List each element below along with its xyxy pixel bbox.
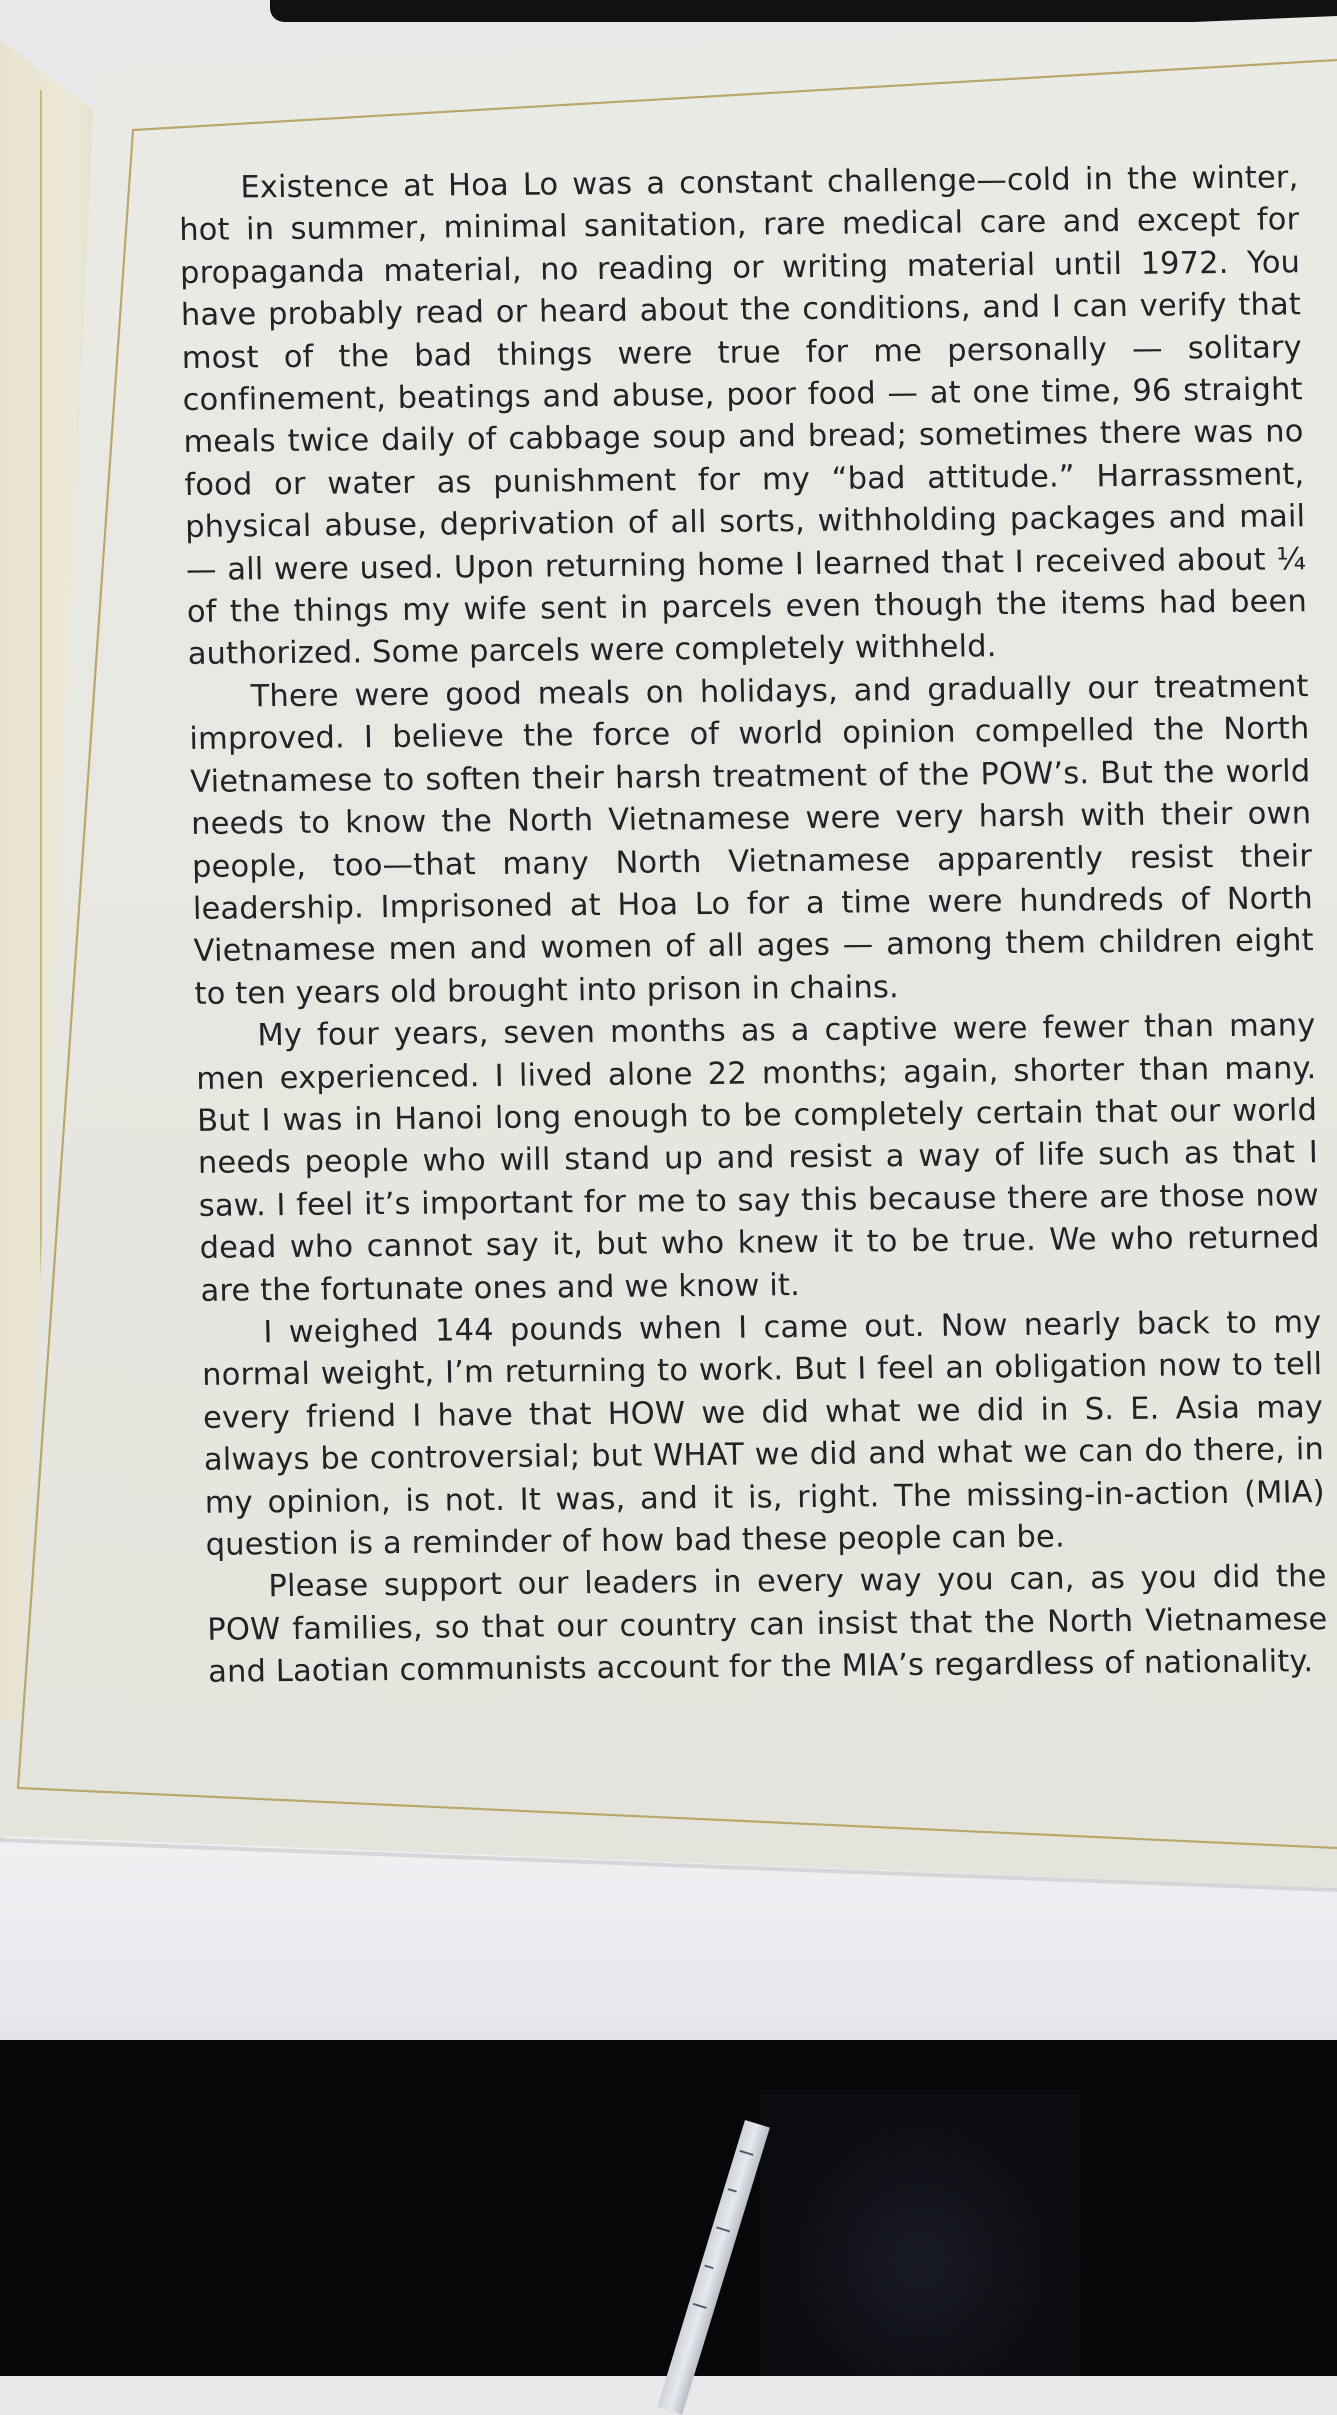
tape-mark (739, 2150, 753, 2156)
tape-mark (704, 2265, 713, 2270)
paragraph: I weighed 144 pounds when I came out. Now nearly back to my normal weight, I’m returning to work. But I feel an obligation now to tell every friend I have that HOW we did what we did in S. E. Asia may always be controversial; but WHAT we did and what we can do there, in my opinion, is not. It was, and it is, right. The missing-in-action (MIA) question is a reminder of how bad these people can be. (201, 1305, 1326, 1563)
paragraph: There were good meals on holidays, and gradually our treatment improved. I believe the force of world opinion compelled the North Vietnamese to soften their harsh treatment of the POW’s. But the world needs to know the North Vietnamese were very harsh with their own people, too—that many North Vietnamese apparently resist their leadership. Imprisoned at Hoa Lo for a time were hundreds of North Vietnamese men and women of all ages — among them children eight to ten years old brought into prison in chains. (189, 669, 1315, 1012)
letter-text (178, 157, 1329, 1694)
tape-mark (728, 2188, 737, 2193)
paragraph: Existence at Hoa Lo was a constant challenge—cold in the winter, hot in summer, minimal sanitation, rare medical care and except for propaganda material, no reading or writing material until 1972. You have probably read or heard about the conditions, and I can verify that most of the bad things were true for me personally — solitary confinement, beatings and abuse, poor food — at one time, 96 straight meals twice daily of cabbage soup and bread; sometimes there was no food or water as punishment for my “bad attitude.” Harrassment, physical abuse, deprivation of all sorts, withholding packages and mail — all were used. Upon returning home I learned that I received about ¼ of the things my wife sent in parcels even though the items had been authorized. Some parcels were completely withheld. (178, 160, 1308, 673)
tape-mark (716, 2226, 730, 2232)
paragraph: My four years, seven months as a captive were fewer than many men experienced. I lived alone 22 months; again, shorter than many. But I was in Hanoi long enough to be completely certain that our world needs people who will stand up and resist a way of life such as that I saw. I feel it’s important for me to say this because there are those now dead who cannot say it, but who knew it to be true. We who returned are the fortunate ones and we know it. (195, 1008, 1320, 1309)
background-floor (0, 2040, 1337, 2376)
paragraph: Please support our leaders in every way you can, as you did the POW families, so that our country can insist that the North Vietnamese and Laotian communists account for the MIA’s regardless of nationality. (206, 1559, 1328, 1690)
tape-mark (693, 2303, 707, 2309)
background-floor-sheen (760, 2090, 1080, 2376)
background-dark-top (270, 0, 1337, 22)
